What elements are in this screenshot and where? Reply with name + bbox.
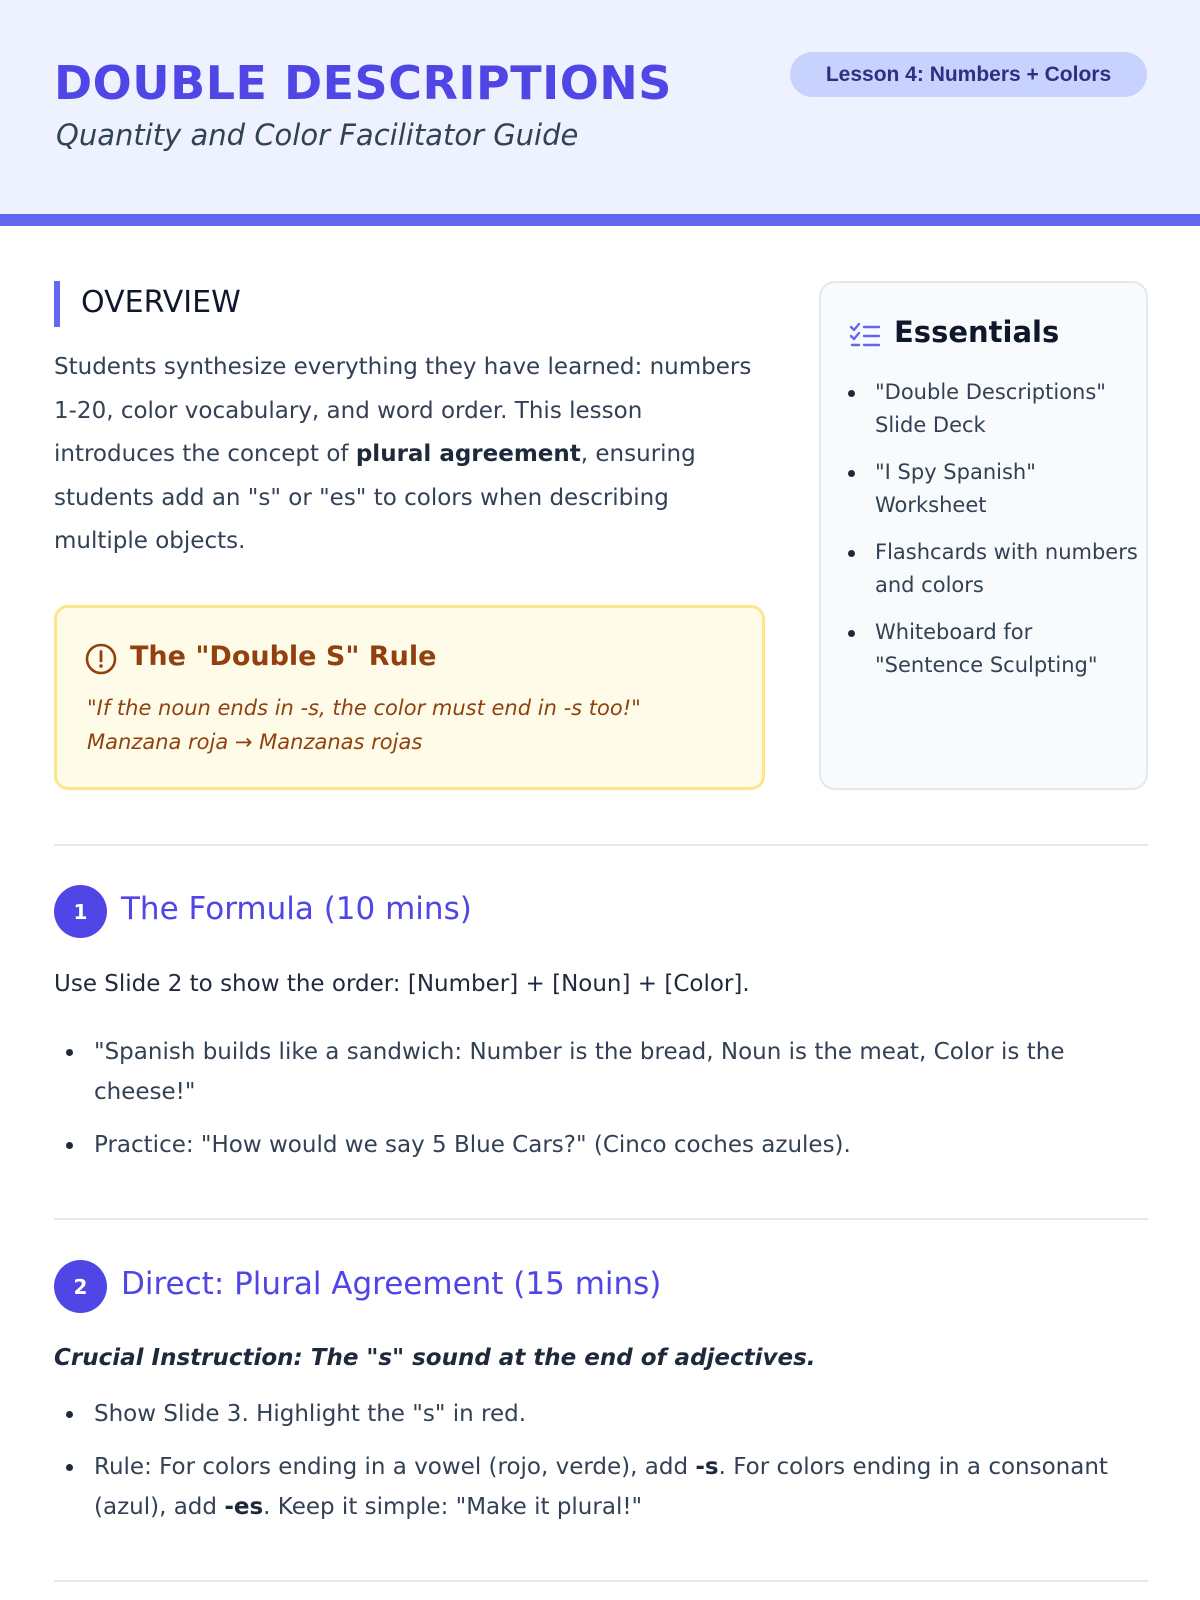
step-number-badge: 1 [54,885,107,938]
list-item: "Double Descriptions" Slide Deck [875,376,1141,442]
checklist-icon [849,321,881,349]
list-item: Practice: "How would we say 5 Blue Cars?" (Cinco coches azules). [94,1125,1148,1165]
rule-text-part: Rule: For colors ending in a vowel (rojo, verde), add [94,1454,696,1480]
step-bullets [94,1032,1148,1178]
essentials-card [819,281,1148,790]
rule-title: The "Double S" Rule [130,641,437,672]
list-item: "I Spy Spanish" Worksheet [875,456,1141,522]
header [0,0,1200,214]
double-s-rule-callout [54,605,765,790]
step-title: Direct: Plural Agreement (15 mins) [121,1266,662,1302]
list-item [94,1447,1148,1527]
rule-text-part: . Keep it simple: "Make it plural!" [263,1494,643,1520]
overview-text [54,346,754,564]
list-item: Whiteboard for "Sentence Sculpting" [875,616,1141,682]
alert-circle-icon [84,642,118,676]
step-number-badge: 2 [54,1260,107,1313]
rule-example: Manzana roja → Manzanas rojas [87,730,423,754]
list-item: Flashcards with numbers and colors [875,536,1141,602]
step-bullets [94,1394,1148,1540]
lesson-badge: Lesson 4: Numbers + Colors [790,52,1147,97]
rule-text-part: . For colors ending in a consonant (azul), add [94,1454,1108,1520]
section-divider [54,844,1148,846]
overview-text-bold: plural agreement [355,441,581,467]
essentials-list [875,376,1141,696]
essentials-title: Essentials [894,315,1060,349]
page-subtitle: Quantity and Color Facilitator Guide [56,118,579,152]
section-divider [54,1218,1148,1220]
section-divider [54,1580,1148,1582]
rule-quote: "If the noun ends in -s, the color must end in -s too!" [87,696,641,720]
step-intro: Use Slide 2 to show the order: [Number] + [Noun] + [Color]. [54,971,750,997]
suffix-es: -es [224,1494,264,1520]
overview-title: OVERVIEW [81,285,241,320]
overview-text-start: Students synthesize everything they have learned: numbers 1-20, color vocabulary, and word order. This lesson introduces the concept of [54,354,752,467]
header-accent-bar [0,214,1200,226]
list-item: "Spanish builds like a sandwich: Number is the bread, Noun is the meat, Color is the cheese!" [94,1032,1148,1112]
page-title: DOUBLE DESCRIPTIONS [54,56,672,110]
list-item: Show Slide 3. Highlight the "s" in red. [94,1394,1148,1434]
suffix-s: -s [695,1454,719,1480]
step-title: The Formula (10 mins) [121,891,472,927]
overview-text-end: , ensuring students add an "s" or "es" to colors when describing multiple objects. [54,441,696,554]
overview-accent-bar [54,281,60,327]
crucial-instruction: Crucial Instruction: The "s" sound at the end of adjectives. [54,1345,816,1371]
